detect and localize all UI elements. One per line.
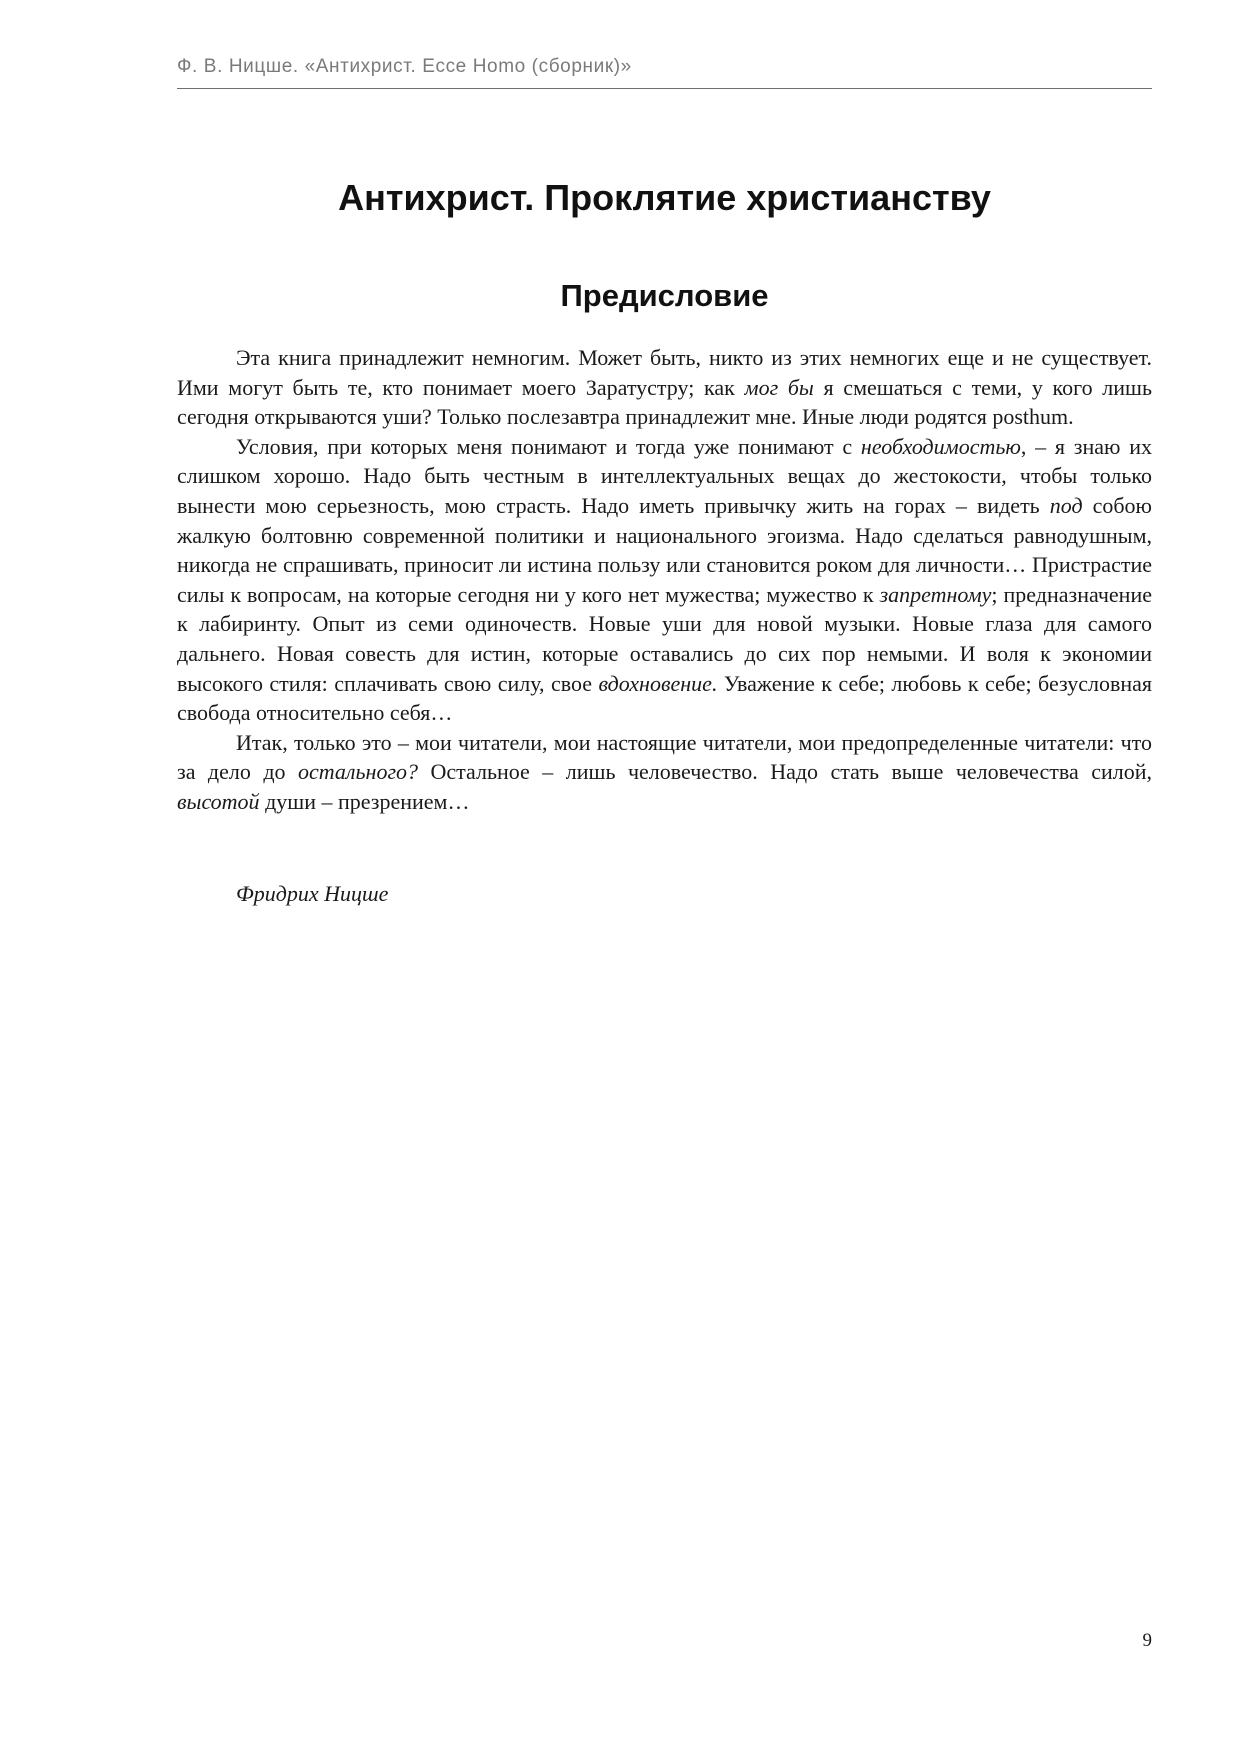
text-run: ; предназначение к лабиринту. Опыт из семи одиночеств. Новые уши для новой музыки. Новые глаза для самого дальнего. Новая совесть для истин, которые оставались до сих пор немыми. И воля к экономии высокого стиля: сплачивать свою силу, свое: [177, 581, 1152, 696]
header-rule: [177, 88, 1152, 89]
text-run: души – презрением…: [259, 788, 470, 814]
italic-run: мог бы: [744, 374, 814, 400]
paragraph: [177, 343, 1152, 432]
page-number: 9: [1142, 1630, 1152, 1651]
body-text: [177, 343, 1152, 817]
text-run: Эта книга принадлежит немногим. Может быть, никто из этих немногих еще и не существует. Ими могут быть те, кто понимает моего Заратустру; как: [177, 345, 1152, 400]
paragraph: [177, 432, 1152, 728]
italic-run: вдохновение.: [598, 670, 718, 696]
text-run: я смешаться с теми, у кого лишь сегодня открываются уши? Только послезавтра принадлежит мне. Иные люди родятся posthum.: [177, 374, 1152, 430]
paragraph: [177, 728, 1152, 817]
italic-run: необходимостью: [860, 433, 1021, 459]
italic-run: высотой: [177, 788, 260, 814]
text-run: , – я знаю их слишком хорошо. Надо быть честным в интеллектуальных вещах до жестокости, чтобы только вынести мою серьезность, мою страсть. Надо иметь привычку жить на горах – видеть: [177, 433, 1152, 518]
text-run: Уважение к себе; любовь к себе; безусловная свобода относительно себя…: [177, 670, 1152, 726]
section-title: Предисловие: [560, 278, 769, 313]
italic-run: остального?: [298, 759, 419, 785]
text-run: собою жалкую болтовню современной политики и национального эгоизма. Надо сделаться равнодушным, никогда не спрашивать, приносит ли истина пользу или становится роком для личности… Пристрастие силы к вопросам, на которые сегодня ни у кого нет мужества; мужество к: [177, 492, 1152, 607]
text-run: Условия, при которых меня понимают и тогда уже понимают с: [236, 433, 861, 459]
italic-run: запретному: [879, 581, 992, 607]
running-header: Ф. В. Ницше. «Антихрист. Ecce Homo (сборник)»: [177, 56, 632, 77]
text-run: Остальное – лишь человечество. Надо стать выше человечества силой,: [418, 759, 1152, 785]
italic-run: под: [1049, 492, 1083, 518]
author-signature: Фридрих Ницше: [236, 881, 389, 906]
text-run: Итак, только это – мои читатели, мои настоящие читатели, мои предопределенные читатели: что за дело до: [177, 729, 1152, 785]
book-title: Антихрист. Проклятие христианству: [338, 177, 991, 218]
